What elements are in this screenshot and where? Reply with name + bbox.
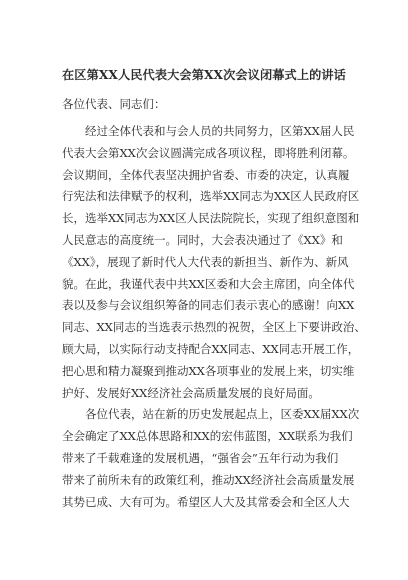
text-line: 貌。在此，我谨代表中共XX区委和大会主席团，向全体代 xyxy=(62,276,355,291)
salutation: 各位代表、同志们： xyxy=(62,97,166,111)
text-line: 表以及参与会议组织筹备的同志们表示衷心的感谢！向XX xyxy=(62,298,355,313)
text-line: 代表大会第XX次会议圆满完成各项议程，即将胜利闭幕。 xyxy=(62,145,355,160)
text-line: 带来了千载难逢的发展机遇，“强省会”五年行动为我们 xyxy=(62,450,339,465)
text-line: 经过全体代表和与会人员的共同努力，区第XX届人民 xyxy=(85,124,355,138)
text-line: 护好、发展好XX经济社会高质量发展的良好局面。 xyxy=(62,385,320,400)
text-line: 长，选举XX同志为XX区人民法院院长，实现了组织意图和 xyxy=(62,211,360,226)
document-title: 在区第XX人民代表大会第XX次会议闭幕式上的讲话 xyxy=(62,68,346,82)
text-line: 带来了前所未有的政策红利，推动XX经济社会高质量发展 xyxy=(62,472,355,487)
body-text xyxy=(62,121,366,513)
text-line: 其势已成、大有可为。希望区人大及其常委会和全区人大 xyxy=(62,494,350,509)
text-line: 人民意志的高度统一。同时，大会表决通过了《XX》和 xyxy=(62,232,343,247)
text-line: 把心思和精力凝聚到推动XX各项事业的发展上来，切实维 xyxy=(62,363,355,378)
text-line: 会议期间，全体代表坚决拥护省委、市委的决定，认真履 xyxy=(62,167,350,182)
text-line: 《XX》，展现了新时代人大代表的新担当、新作为、新风 xyxy=(62,254,349,269)
text-line: 全会确定了XX总体思路和XX的宏伟蓝图，XX联系为我们 xyxy=(62,429,353,444)
text-line: 各位代表，站在新的历史发展起点上，区委XX届XX次 xyxy=(85,407,360,422)
text-line: 同志、XX同志的当选表示热烈的祝贺，全区上下要讲政治、 xyxy=(62,320,366,335)
text-line: 行宪法和法律赋予的权利，选举XX同志为XX区人民政府区 xyxy=(62,189,360,204)
text-line: 顾大局，以实际行动支持配合XX同志、XX同志开展工作， xyxy=(62,341,360,356)
